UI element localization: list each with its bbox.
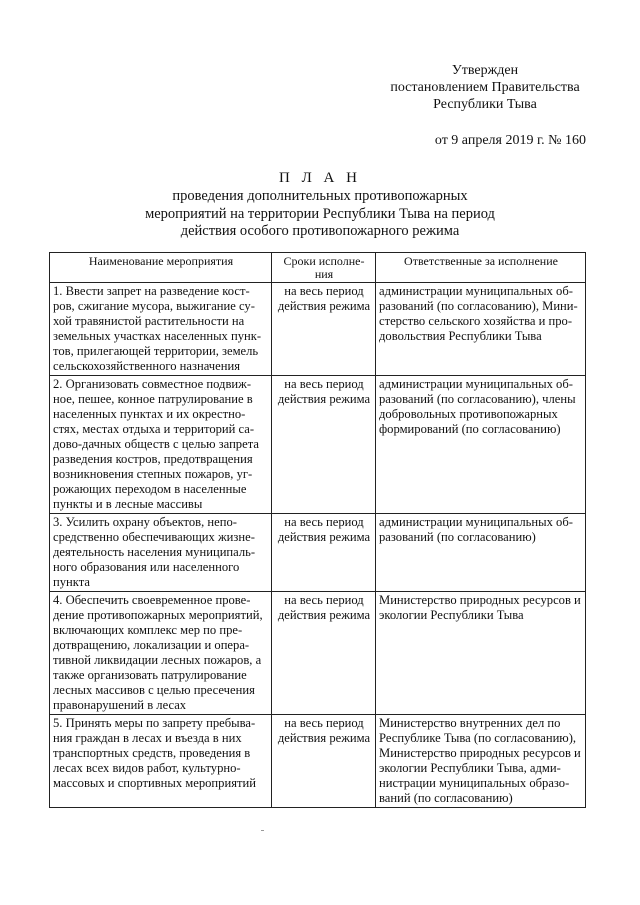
activity-cell: 4. Обеспечить своевременное прове-дение противопожарных мероприятий, включающих комплекс мер по пре-дотвращению, локализации и опера-тивной ликвидации лесных пожаров, а также организовать патрулирование лесных массивов с целью пресечения правонарушений в лесах	[50, 592, 272, 715]
header-term: Сроки исполне-ния	[272, 253, 376, 283]
header-activity: Наименование мероприятия	[50, 253, 272, 283]
term-cell: на весь период действия режима	[272, 283, 376, 376]
activity-cell: 5. Принять меры по запрету пребыва-ния граждан в лесах и въезда в них транспортных средств, проведения в лесах всех видов работ, культурно-массовых и спортивных мероприятий	[50, 715, 272, 808]
term-cell: на весь период действия режима	[272, 514, 376, 592]
responsible-cell: администрации муниципальных об-разований (по согласованию), Мини-стерство сельского хозяйства и про-довольствия Республики Тыва	[376, 283, 586, 376]
table-row	[50, 283, 586, 376]
activity-cell: 3. Усилить охрану объектов, непо-средственно обеспечивающих жизне-деятельность населения муниципаль-ного образования или населенного пункта	[50, 514, 272, 592]
approval-line-1: Утвержден	[451, 63, 519, 78]
subtitle-line-3: действия особого противопожарного режима	[180, 223, 460, 239]
term-cell: на весь период действия режима	[272, 376, 376, 514]
plan-heading: П Л А Н	[279, 170, 361, 186]
responsible-cell: администрации муниципальных об-разований (по согласованию)	[376, 514, 586, 592]
document-title	[60, 168, 580, 241]
responsible-cell: администрации муниципальных об-разований (по согласованию), члены добровольных противопожарных формирований (по согласованию)	[376, 376, 586, 514]
approval-block	[380, 62, 590, 149]
subtitle-line-2: мероприятий на территории Республики Тыва на период	[145, 205, 495, 222]
table-row	[50, 592, 586, 715]
responsible-cell: Министерство внутренних дел по Республике Тыва (по согласованию), Министерство природных ресурсов и экологии Республики Тыва, адми-нистрации муниципальных образо-ваний (по согласованию)	[376, 715, 586, 808]
header-responsible: Ответственные за исполнение	[376, 253, 586, 283]
table-row	[50, 376, 586, 514]
plan-table	[49, 252, 586, 808]
approval-line-3: Республики Тыва	[433, 97, 537, 112]
term-cell: на весь период действия режима	[272, 592, 376, 715]
activity-cell: 2. Организовать совместное подвиж-ное, пешее, конное патрулирование в населенных пунктах и их окрестно-стях, местах отдыха и территорий са-дово-дачных обществ с целью запрета разведения костров, предотвращения возникновения степных пожаров, уг-рожающих переходом в населенные пункты и в лесные массивы	[50, 376, 272, 514]
term-cell: на весь период действия режима	[272, 715, 376, 808]
approval-date: от 9 апреля 2019 г. № 160	[434, 133, 586, 148]
table-row	[50, 514, 586, 592]
scan-mark	[261, 830, 264, 831]
activity-cell: 1. Ввести запрет на разведение кост-ров, сжигание мусора, выжигание су-хой травянистой растительности на земельных участках населенных пунк-тов, прилегающей территории, земель сельскохозяйственного назначения	[50, 283, 272, 376]
table-row	[50, 715, 586, 808]
subtitle-line-1: проведения дополнительных противопожарных	[172, 188, 468, 204]
approval-line-2: постановлением Правительства	[390, 80, 580, 95]
responsible-cell: Министерство природных ресурсов и экологии Республики Тыва	[376, 592, 586, 715]
table-header-row	[50, 253, 586, 283]
